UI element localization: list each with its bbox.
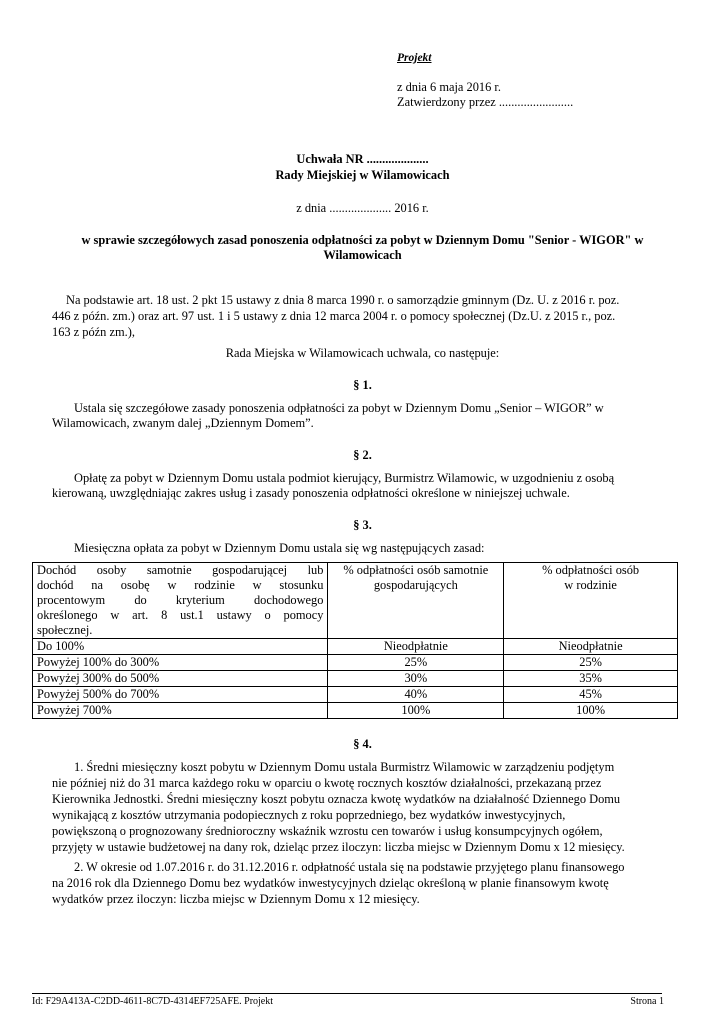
income-cell: Powyżej 500% do 700% bbox=[33, 687, 328, 703]
income-cell: Powyżej 300% do 500% bbox=[33, 671, 328, 687]
table-row bbox=[33, 687, 678, 703]
resolution-date: z dnia .................... 2016 r. bbox=[296, 201, 429, 215]
section-4-p1-line-3: Kierownika Jednostki. Średni miesięczny koszt pobytu oznacza kwotę wydatków na działalność Dziennego Domu bbox=[52, 792, 621, 806]
council-name: Rady Miejskiej w Wilamowicach bbox=[275, 168, 450, 182]
section-2-line-2: kierowaną, uwzględniając zakres usług i zasady ponoszenia odpłatności określone w niniejszej uchwale. bbox=[52, 486, 570, 500]
single-header: % odpłatności osób samotnie gospodarujących bbox=[328, 563, 504, 639]
preamble-line-2: 446 z późn. zm.) oraz art. 97 ust. 1 i 5 ustawy z dnia 12 marca 2004 r. o pomocy społecznej (Dz.U. z 2015 r., poz. bbox=[52, 309, 616, 323]
document-id: Id: F29A413A-C2DD-4611-8C7D-4314EF725AFE. Projekt bbox=[32, 996, 274, 1007]
section-1-line-2: Wilamowicach, zwanym dalej „Dziennym Domem”. bbox=[52, 416, 314, 430]
section-4-p1-line-4: wynikającą z kosztów utrzymania podopiecznych z roku poprzedniego, bez wydatków inwestycyjnych, bbox=[52, 808, 566, 822]
resolution-number: Uchwała NR .................... bbox=[296, 152, 429, 166]
section-3-heading: § 3. bbox=[353, 518, 372, 532]
income-header: Dochód osoby samotnie gospodarującej lub dochód na osobę w rodzinie w stosunku procentowym do kryterium dochodowego określonego w art. 8 ust.1 ustawy o pomocy społecznej. bbox=[33, 563, 328, 639]
section-2-heading: § 2. bbox=[353, 448, 372, 462]
approved-by: Zatwierdzony przez ........................ bbox=[397, 95, 574, 109]
footer-divider bbox=[32, 993, 662, 994]
table-row bbox=[33, 671, 678, 687]
section-4-p2-line-1: 2. W okresie od 1.07.2016 r. do 31.12.2016 r. odpłatność ustala się na podstawie przyjętego planu finansowego bbox=[74, 860, 625, 874]
fee-table bbox=[32, 562, 678, 719]
section-4-p1-line-2: nie później niż do 31 marca każdego roku w oparciu o kwotę rocznych kosztów działalności, przekazaną przez bbox=[52, 776, 602, 790]
single-cell: 100% bbox=[328, 703, 504, 719]
family-cell: 35% bbox=[504, 671, 678, 687]
preamble-line-1: Na podstawie art. 18 ust. 2 pkt 15 ustawy z dnia 8 marca 1990 r. o samorządzie gminnym (Dz. U. z 2016 r. poz. bbox=[66, 293, 620, 307]
income-cell: Powyżej 700% bbox=[33, 703, 328, 719]
family-cell: Nieodpłatnie bbox=[504, 639, 678, 655]
table-row bbox=[33, 655, 678, 671]
single-cell: 40% bbox=[328, 687, 504, 703]
single-cell: 25% bbox=[328, 655, 504, 671]
section-2-line-1: Opłatę za pobyt w Dziennym Domu ustala podmiot kierujący, Burmistrz Wilamowic, w uzgodnieniu z osobą bbox=[74, 471, 615, 485]
draft-date: z dnia 6 maja 2016 r. bbox=[397, 80, 501, 94]
section-4-p1-line-6: przyjęty w ustawie budżetowej na dany rok, dzieląc przez iloczyn: liczba miejsc w Dziennym Domu x 12 miesięcy. bbox=[52, 840, 625, 854]
family-header: % odpłatności osób w rodzinie bbox=[504, 563, 678, 639]
page-number: Strona 1 bbox=[630, 996, 664, 1007]
table-row bbox=[33, 703, 678, 719]
preamble-line-3: 163 z późn zm.), bbox=[52, 325, 135, 339]
subject-line-2: Wilamowicach bbox=[323, 248, 402, 262]
income-cell: Powyżej 100% do 300% bbox=[33, 655, 328, 671]
income-cell: Do 100% bbox=[33, 639, 328, 655]
resolution-clause: Rada Miejska w Wilamowicach uchwala, co następuje: bbox=[225, 346, 500, 360]
subject-line-1: w sprawie szczegółowych zasad ponoszenia odpłatności za pobyt w Dziennym Domu "Senior - WIGOR" w bbox=[81, 233, 644, 247]
section-4-p2-line-2: na 2016 rok dla Dziennego Domu bez wydatków inwestycyjnych dzieląc określoną w planie finansowym kwotę bbox=[52, 876, 609, 890]
family-cell: 45% bbox=[504, 687, 678, 703]
section-3-intro: Miesięczna opłata za pobyt w Dziennym Domu ustala się wg następujących zasad: bbox=[74, 541, 485, 555]
family-cell: 25% bbox=[504, 655, 678, 671]
section-4-p2-line-3: wydatków przez iloczyn: liczba miejsc w Dziennym Domu x 12 miesięcy. bbox=[52, 892, 420, 906]
single-cell: Nieodpłatnie bbox=[328, 639, 504, 655]
section-1-line-1: Ustala się szczegółowe zasady ponoszenia odpłatności za pobyt w Dziennym Domu „Senior – WIGOR” w bbox=[74, 401, 604, 415]
table-row bbox=[33, 639, 678, 655]
table-header-row bbox=[33, 563, 678, 639]
section-4-p1-line-5: powiększoną o prognozowany średnioroczny wskaźnik wzrostu cen towarów i usług konsumpcyjnych ogółem, bbox=[52, 824, 603, 838]
section-4-p1-line-1: 1. Średni miesięczny koszt pobytu w Dziennym Domu ustala Burmistrz Wilamowic w zarządzeniu podjętym bbox=[74, 760, 615, 774]
section-1-heading: § 1. bbox=[353, 378, 372, 392]
projekt-label: Projekt bbox=[397, 52, 432, 64]
single-cell: 30% bbox=[328, 671, 504, 687]
section-4-heading: § 4. bbox=[353, 737, 372, 751]
family-cell: 100% bbox=[504, 703, 678, 719]
